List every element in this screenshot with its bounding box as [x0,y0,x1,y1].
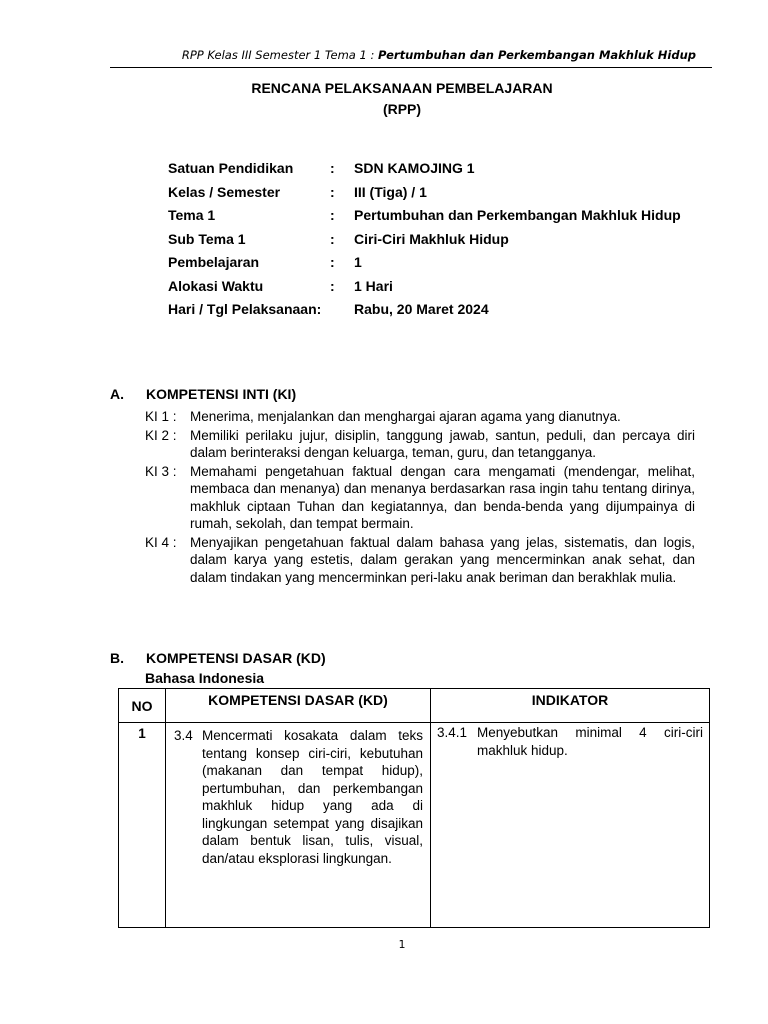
header-no: NO [119,689,166,723]
identity-label: Satuan Pendidikan [168,160,294,176]
section-b-letter: B. [110,650,124,666]
ki-item [145,408,695,426]
document-title [0,78,768,120]
row-no: 1 [119,723,166,928]
identity-value: III (Tiga) / 1 [354,183,427,200]
identity-colon: : [330,254,335,270]
kd-cell [166,723,431,928]
ki-text: Menyajikan pengetahuan faktual dalam bahasa yang jelas, sistematis, dan logis, dalam karya yang estetis, dalam gerakan yang mencerminkan anak sehat, dan dalam tindakan yang mencerminkan peri-laku anak beriman dan berakhlak mulia. [190,534,695,585]
identity-row [168,278,708,296]
title-line-2: (RPP) [382,101,422,117]
identity-label: Alokasi Waktu [168,277,264,294]
identity-label: Tema 1 [168,207,216,223]
identity-colon [330,301,354,319]
ki-code: KI 4 : [145,534,177,550]
subject-heading: Bahasa Indonesia [145,670,265,686]
identity-row [168,160,708,178]
ki-item [145,534,695,587]
identity-label: Sub Tema 1 [168,230,246,247]
identity-label: Pembelajaran [168,254,260,270]
ki-text: Memiliki perilaku jujur, disiplin, tanggung jawab, santun, peduli, dan percaya diri dalam berinteraksi dengan keluarga, teman, guru, dan tetangganya. [190,427,695,460]
identity-value: Ciri-Ciri Makhluk Hidup [354,230,509,247]
ki-item [145,463,695,533]
identity-label: Hari / Tgl Pelaksanaan: [168,301,322,317]
identity-block [168,160,708,325]
identity-row [168,207,708,225]
identity-value: Pertumbuhan dan Perkembangan Makhluk Hidup [354,207,681,223]
header-rule [110,67,712,68]
ki-code: KI 1 : [145,409,177,424]
section-a-letter: A. [110,386,124,402]
identity-value: 1 [354,254,362,270]
identity-value: SDN KAMOJING 1 [354,160,475,176]
identity-colon: : [330,160,335,176]
title-line-1: RENCANA PELAKSANAAN PEMBELAJARAN [251,80,553,96]
header-kd: KOMPETENSI DASAR (KD) [166,689,431,723]
kd-table [118,688,710,928]
section-b-title: KOMPETENSI DASAR (KD) [146,650,326,666]
ki-code: KI 3 : [145,463,177,479]
running-header [0,48,696,62]
identity-colon: : [330,277,335,294]
indicator-number: 3.4.1 [437,725,468,740]
identity-row [168,184,708,202]
ki-code: KI 2 : [145,427,177,443]
section-a-title: KOMPETENSI INTI (KI) [146,386,297,402]
kd-text: Mencermati kosakata dalam teks tentang konsep ciri-ciri, kebutuhan (makanan dan tempat hidup), pertumbuhan, dan perkembangan makhluk hidup yang ada di lingkungan setempat yang disajikan dalam bentuk lisan, tulis, visual, dan/atau eksplorasi lingkungan. [202,728,423,866]
running-header-prefix: RPP Kelas III Semester 1 Tema 1 : [181,48,378,62]
indicator-cell [431,723,710,928]
table-header-row [119,689,710,723]
page-number: 1 [398,938,406,951]
ki-text: Menerima, menjalankan dan menghargai ajaran agama yang dianutnya. [190,409,621,424]
ki-list [145,408,695,587]
ki-item [145,427,695,462]
running-header-topic: Pertumbuhan dan Perkembangan Makhluk Hidup [377,48,696,62]
section-a-heading [110,386,296,402]
ki-text: Memahami pengetahuan faktual dengan cara mengamati (mendengar, melihat, membaca dan menanya) dan menanya berdasarkan rasa ingin tahu tentang dirinya, makhluk ciptaan Tuhan dan kegiatannya, dan benda-benda yang dijumpainya di rumah, sekolah, dan tempat bermain. [190,463,695,531]
identity-row [168,301,708,319]
identity-value: 1 Hari [354,277,393,294]
identity-value: Rabu, 20 Maret 2024 [354,301,489,317]
identity-colon: : [330,183,335,200]
indicator-text: Menyebutkan minimal 4 ciri-ciri makhluk hidup. [477,725,703,758]
identity-colon: : [330,207,335,223]
identity-label: Kelas / Semester [168,183,281,200]
identity-row [168,254,708,272]
section-b-heading [110,650,326,666]
kd-number: 3.4 [174,728,193,743]
table-row [119,723,710,928]
header-indikator: INDIKATOR [431,689,710,723]
identity-row [168,231,708,249]
identity-colon: : [330,230,335,247]
